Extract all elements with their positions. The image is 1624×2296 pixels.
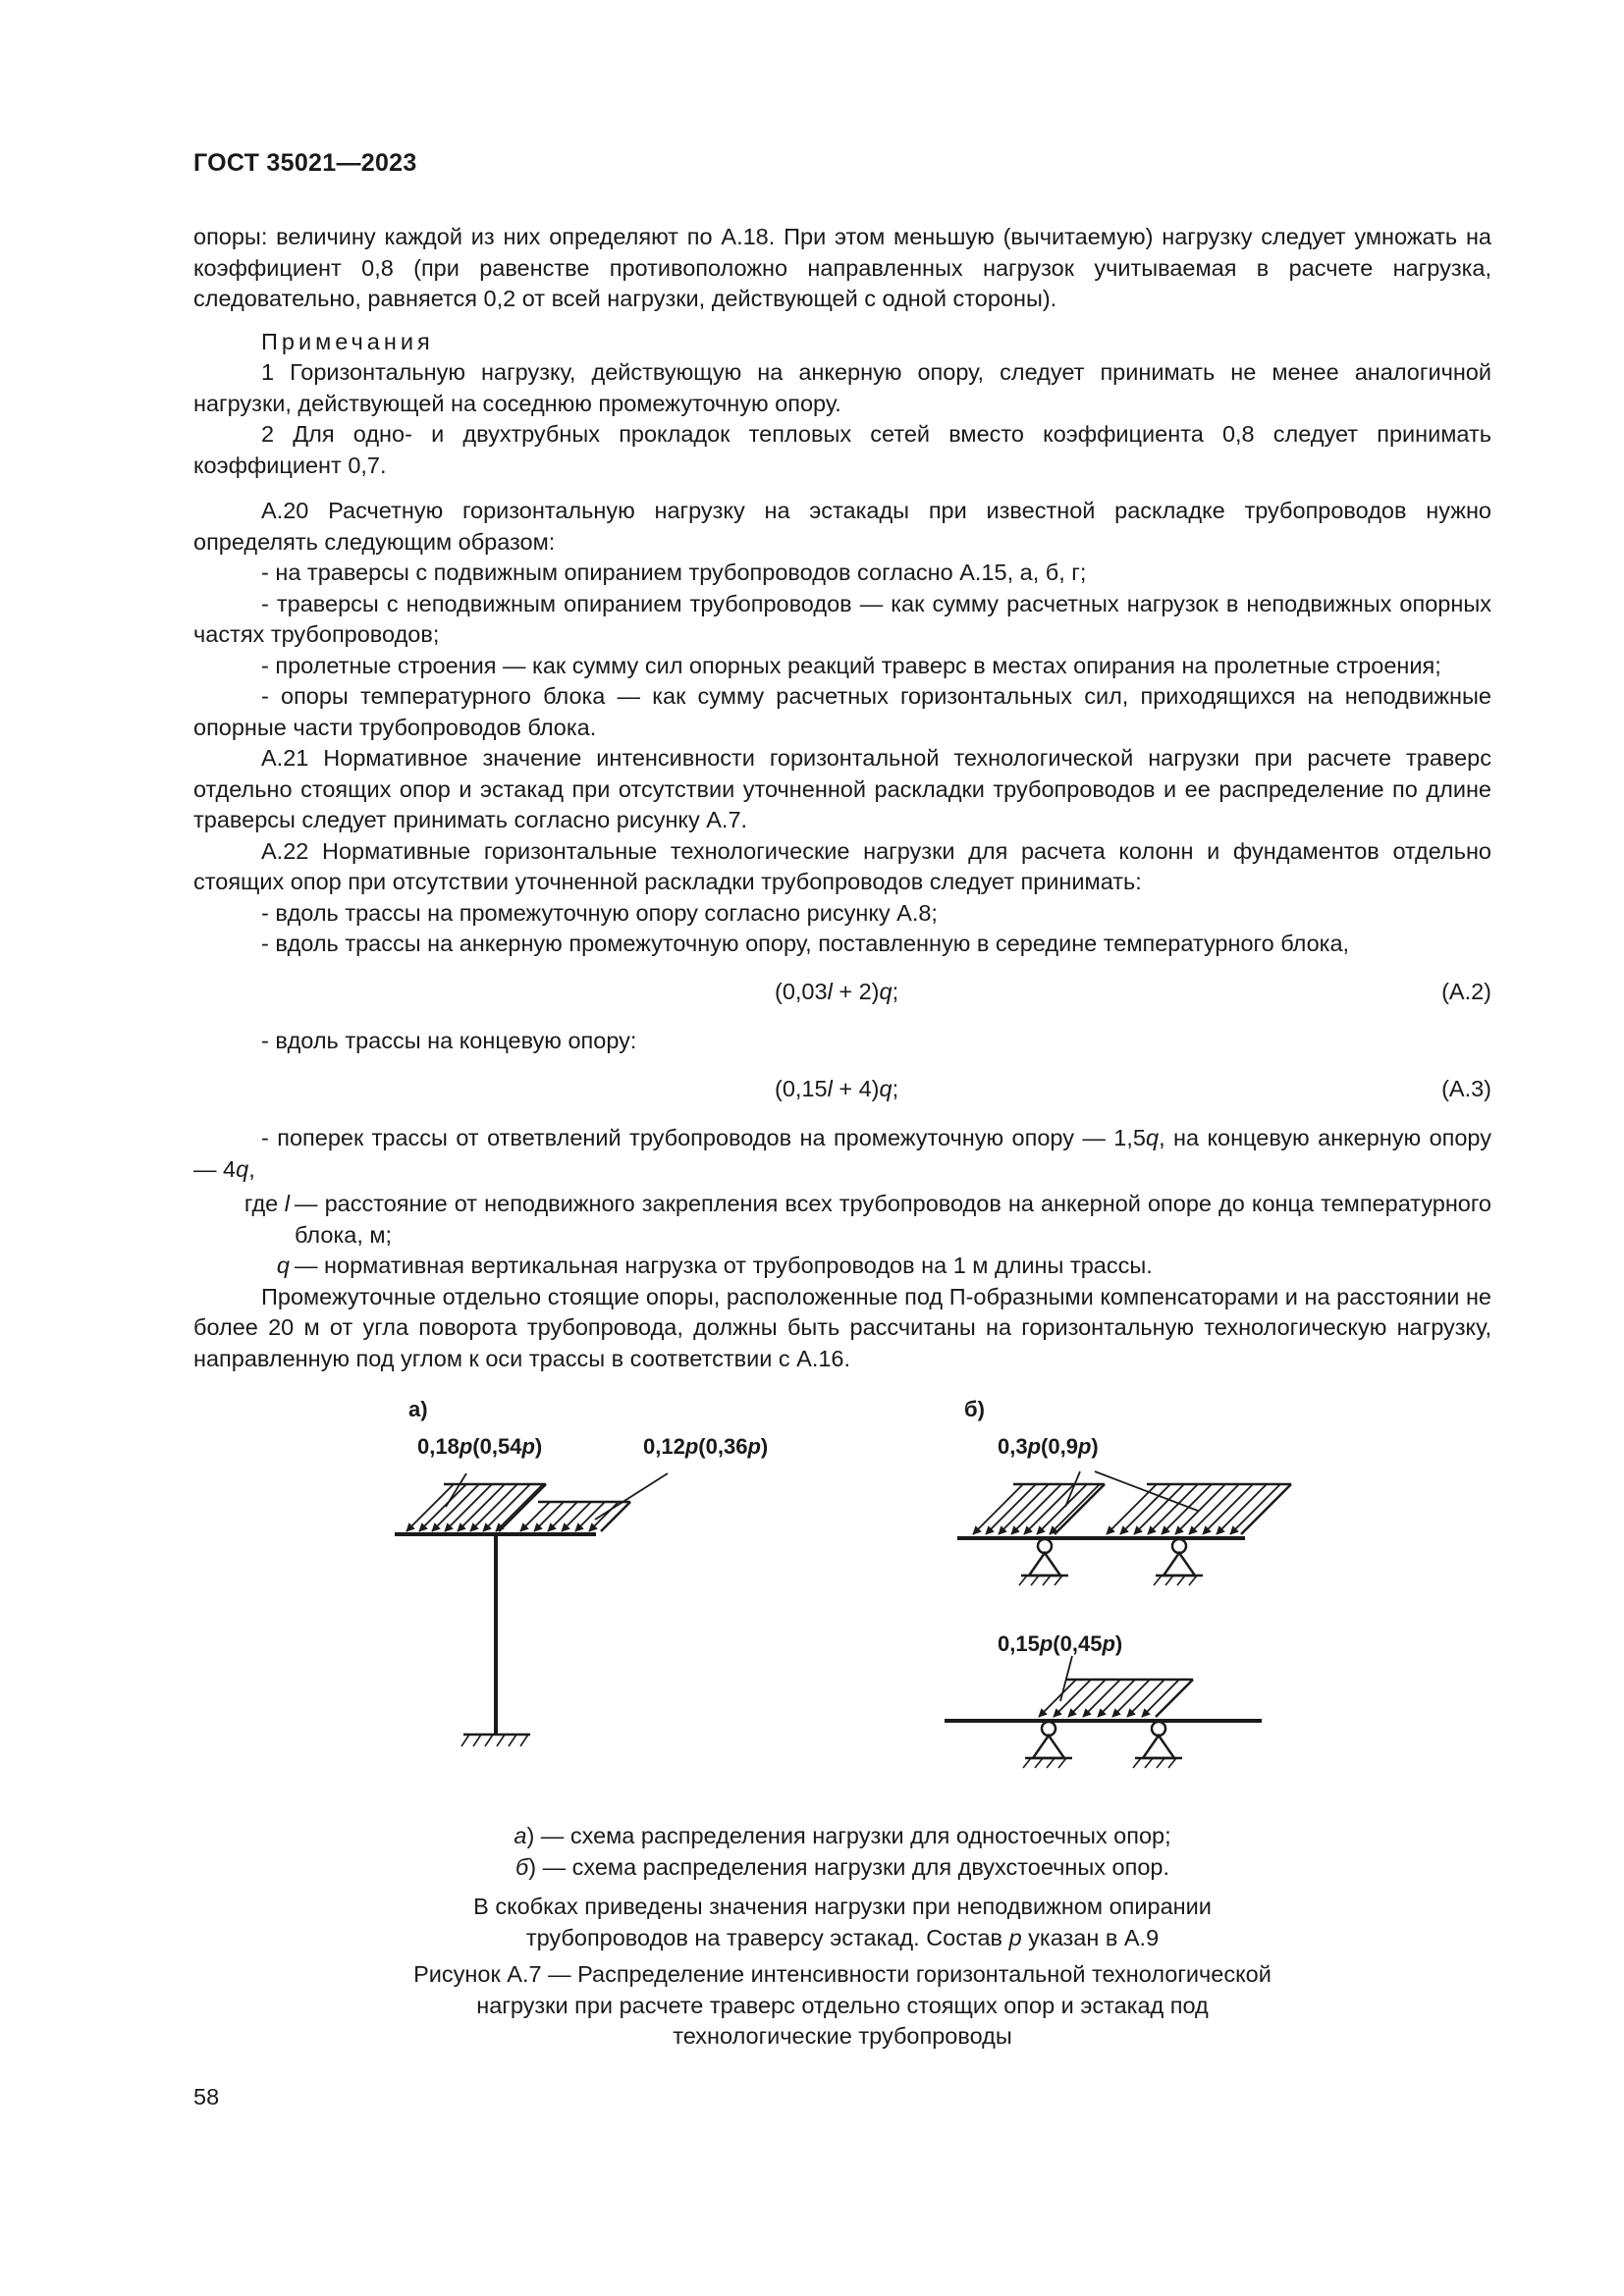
figure-title [193, 1959, 1491, 2053]
clause-a20-item-1: - на траверсы с подвижным опиранием трубопроводов согласно А.15, а, б, г; [261, 560, 1087, 585]
clause-a22-item-4: - поперек трассы от ответвлений трубопроводов на промежуточную опору — 1,5q, на концевую анкерную опору — 4q, [193, 1125, 1491, 1182]
figure-a7 [373, 1389, 1316, 1801]
clause-a22-item-2: - вдоль трассы на анкерную промежуточную опору, поставленную в середине температурного блока, [261, 931, 1350, 956]
clause-a21: А.21 Нормативное значение интенсивности горизонтальной технологической нагрузки при расчете траверс отдельно стоящих опор и эстакад при отсутствии уточненной раскладки трубопроводов и ее распределение по длине траверсы следует принимать согласно рисунку А.7. [193, 745, 1491, 832]
where-q [193, 1251, 1491, 1282]
figure-note [193, 1892, 1491, 1953]
figure-note-line-2: трубопроводов на траверсу эстакад. Состав p указан в А.9 [525, 1924, 1160, 1950]
figure-note-line-1: В скобках приведены значения нагрузки при неподвижном опирании [473, 1894, 1212, 1919]
clause-a20-item-2: - траверсы с неподвижным опиранием трубопроводов — как сумму расчетных нагрузок в неподвижных опорных частях трубопроводов; [193, 590, 1491, 647]
document-code: ГОСТ 35021—2023 [193, 149, 417, 177]
load-b1-left [973, 1484, 1105, 1534]
clause-a20: А.20 Расчетную горизонтальную нагрузку на эстакады при известной раскладке трубопроводов нужно определять следующим образом: [193, 498, 1491, 555]
formula-a3-expression: (0,15l + 4)q; [775, 1075, 899, 1101]
load-label-a1: 0,18p(0,54p) [417, 1434, 543, 1459]
scheme-a [395, 1473, 668, 1746]
legend-a: а) — схема распределения нагрузки для одностоечных опор; [514, 1823, 1171, 1848]
formula-a2-expression: (0,03l + 2)q; [775, 978, 899, 1004]
where-l-label: где l [244, 1191, 290, 1216]
load-a1 [406, 1484, 546, 1531]
paragraph-continuation: опоры: величину каждой из них определяют по А.18. При этом меньшую (вычитаемую) нагрузку следует умножать на коэффициент 0,8 (при равенстве противоположно направленных нагрузок учитываемая в расчете нагрузка, следовательно, равняется 0,2 от всей нагрузки, действующей с одной стороны). [193, 224, 1491, 311]
formula-a2-number: (А.2) [1441, 978, 1491, 1004]
leader-b1-left [1065, 1471, 1080, 1507]
where-l-text: — расстояние от неподвижного закрепления всех трубопроводов на анкерной опоре до конца температурного блока, м; [295, 1191, 1491, 1248]
figure-title-line-2: нагрузки при расчете траверс отдельно стоящих опор и эстакад под [476, 1992, 1209, 2018]
leader-a2 [595, 1473, 668, 1520]
clause-a20-item-4: - опоры температурного блока — как сумму расчетных горизонтальных сил, приходящихся на неподвижные опорные части трубопроводов блока. [193, 683, 1491, 740]
clause-a22-item-1: - вдоль трассы на промежуточную опору согласно рисунку А.8; [261, 899, 938, 926]
note-2: 2 Для одно- и двухтрубных прокладок тепловых сетей вместо коэффициента 0,8 следует принимать коэффициент 0,7. [193, 421, 1491, 478]
figure-title-line-3: технологические трубопроводы [673, 2023, 1012, 2049]
page-number: 58 [193, 2084, 220, 2109]
clause-a20-item-3: - пролетные строения — как сумму сил опорных реакций траверс в местах опирания на пролетные строения; [261, 652, 1441, 678]
support-b1-right [1154, 1539, 1203, 1585]
paragraph-last: Промежуточные отдельно стоящие опоры, расположенные под П-образными компенсаторами и на расстоянии не более 20 м от угла поворота трубопровода, должны быть рассчитаны на горизонтальную технологическую нагрузку, направленную под углом к оси трассы в соответствии с А.16. [193, 1283, 1491, 1371]
load-label-b2: 0,15p(0,45p) [998, 1631, 1123, 1656]
main-text [193, 222, 1491, 1374]
load-label-a2: 0,12p(0,36p) [643, 1434, 769, 1459]
notes-title: Примечания [261, 328, 434, 354]
leader-b1-right [1095, 1471, 1198, 1511]
formula-a3-number: (А.3) [1441, 1075, 1491, 1101]
clause-a22: А.22 Нормативные горизонтальные технологические нагрузки для расчета колонн и фундаментов отдельно стоящих опор при отсутствии уточненной раскладки трубопроводов следует принимать: [193, 837, 1491, 894]
formula-a3 [193, 1074, 1491, 1105]
legend-b: б) — схема распределения нагрузки для двухстоечных опор. [515, 1853, 1169, 1880]
support-b1-left [1019, 1539, 1068, 1585]
figure-label-b: б) [964, 1397, 985, 1421]
load-a2 [520, 1502, 630, 1531]
load-b1-right [1107, 1484, 1291, 1534]
ground-hatch-a [461, 1735, 528, 1746]
support-b2-right [1133, 1722, 1182, 1768]
load-label-b1: 0,3p(0,9p) [998, 1434, 1099, 1459]
note-1: 1 Горизонтальную нагрузку, действующую на анкерную опору, следует принимать не менее аналогичной нагрузки, действующей на соседнюю промежуточную опору. [193, 359, 1491, 416]
where-l [193, 1189, 1491, 1251]
clause-a22-item-3: - вдоль трассы на концевую опору: [261, 1028, 637, 1053]
where-q-label: q [276, 1253, 290, 1278]
figure-label-a: а) [408, 1397, 428, 1421]
support-b2-left [1023, 1722, 1072, 1768]
figure-legend [193, 1821, 1491, 1883]
figure-title-line-1: Рисунок А.7 — Распределение интенсивности горизонтальной технологической [413, 1961, 1272, 1987]
where-q-text: — нормативная вертикальная нагрузка от трубопроводов на 1 м длины трассы. [295, 1253, 1153, 1278]
formula-a2 [193, 977, 1491, 1008]
scheme-b [945, 1471, 1291, 1768]
